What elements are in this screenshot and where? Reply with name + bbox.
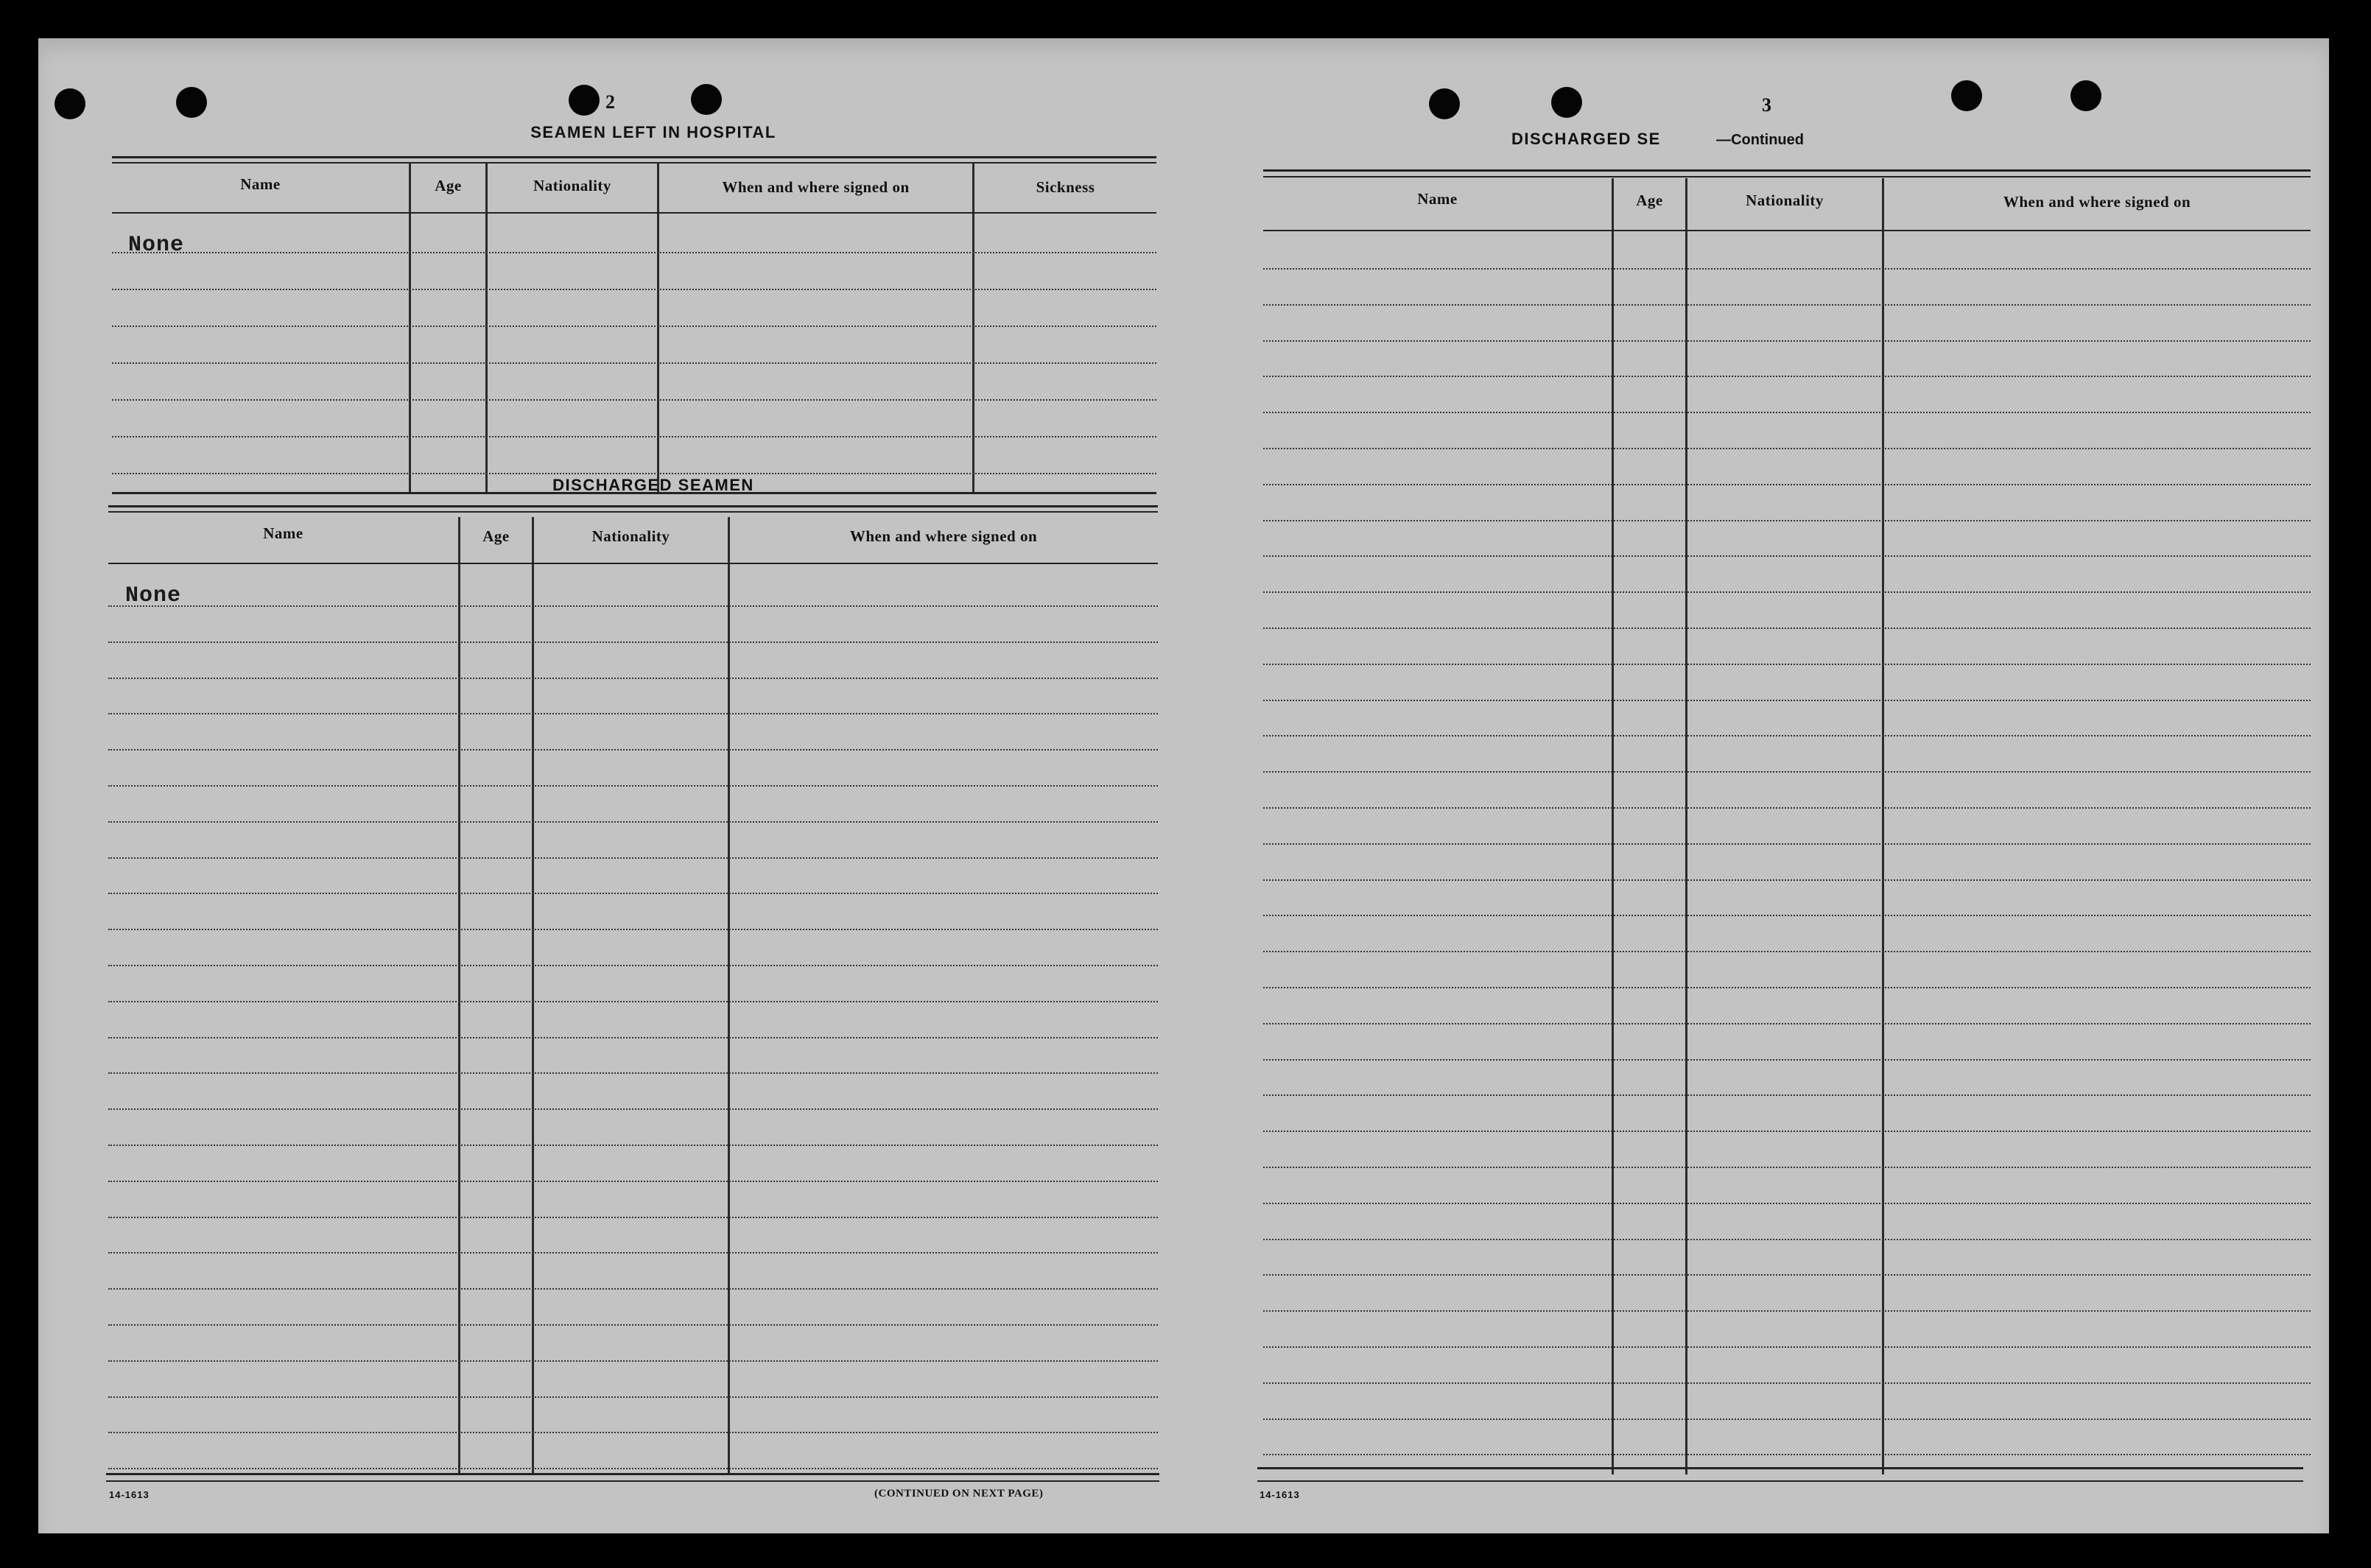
form-number-right: 14-1613 [1260, 1489, 1300, 1500]
hospital-col-signed-on: When and where signed on [722, 178, 910, 196]
ruled-row-line [1263, 484, 2311, 485]
ruled-row-line [108, 1001, 1158, 1002]
ruled-row-line [108, 965, 1158, 966]
hospital-row-line [112, 399, 1156, 401]
ruled-row-line [1263, 304, 2311, 306]
ruled-row-line [1263, 268, 2311, 270]
ruled-row-line [1263, 1418, 2311, 1420]
right-bottom-rule-2 [1257, 1480, 2303, 1482]
ruled-row-line [1263, 520, 2311, 521]
ruled-row-line [1263, 987, 2311, 988]
ruled-row-line [108, 1360, 1158, 1362]
discharged-col-divider [728, 517, 730, 1474]
ruled-row-line [1263, 1059, 2311, 1061]
hospital-entry-none: None [128, 233, 185, 258]
discharged-col-divider [532, 517, 534, 1474]
discharged-top-rule [108, 505, 1158, 507]
discharged-col-name: Name [263, 524, 303, 542]
ruled-row-line [1263, 1094, 2311, 1096]
ruled-row-line [108, 1324, 1158, 1326]
ruled-row-line [108, 678, 1158, 679]
right-col-nationality: Nationality [1746, 191, 1824, 209]
ruled-row-line [1263, 735, 2311, 736]
ruled-row-line [108, 893, 1158, 894]
ruled-row-line [1263, 1203, 2311, 1204]
ruled-row-line [1263, 915, 2311, 916]
punch-hole [55, 88, 85, 119]
right-top-rule [1263, 169, 2311, 172]
form-number-left: 14-1613 [109, 1489, 150, 1500]
ruled-row-line [1263, 879, 2311, 881]
hospital-row-line [112, 436, 1156, 437]
hospital-col-sickness: Sickness [1036, 178, 1095, 196]
ruled-row-line [1263, 1167, 2311, 1168]
ruled-row-line [1263, 412, 2311, 413]
ruled-row-line [1263, 1023, 2311, 1024]
punch-hole [569, 85, 600, 116]
ruled-row-line [1263, 843, 2311, 845]
hospital-row-line [112, 326, 1156, 327]
ruled-row-line [1263, 771, 2311, 773]
right-col-signed-on: When and where signed on [2003, 193, 2191, 211]
hospital-col-name: Name [240, 175, 281, 193]
ruled-row-line [108, 1252, 1158, 1254]
hospital-col-nationality: Nationality [533, 177, 611, 194]
ruled-row-line [108, 1288, 1158, 1290]
ruled-row-line [1263, 627, 2311, 629]
discharged-col-nationality: Nationality [591, 527, 670, 545]
punch-hole [691, 84, 722, 115]
discharged-continued-title-main: DISCHARGED SE [1511, 130, 1661, 148]
ruled-row-line [1263, 1382, 2311, 1384]
ruled-row-line [1263, 1274, 2311, 1276]
continued-note: (CONTINUED ON NEXT PAGE) [874, 1488, 1044, 1500]
right-col-divider [1685, 178, 1687, 1474]
right-header-underline [1263, 230, 2311, 231]
page-number-left: 2 [605, 91, 615, 113]
ruled-row-line [108, 929, 1158, 930]
ruled-row-line [108, 749, 1158, 750]
punch-hole [1429, 88, 1460, 119]
hospital-row-line [112, 289, 1156, 290]
document-sheet [38, 38, 2329, 1533]
ruled-row-line [108, 1037, 1158, 1038]
ruled-row-line [1263, 591, 2311, 593]
ruled-row-line [1263, 700, 2311, 701]
ruled-row-line [108, 1145, 1158, 1146]
ruled-row-line [108, 1181, 1158, 1182]
ruled-row-line [108, 641, 1158, 643]
right-col-divider [1612, 178, 1614, 1474]
discharged-entry-none: None [125, 583, 182, 608]
discharged-col-signed-on: When and where signed on [849, 527, 1038, 545]
ruled-row-line [1263, 340, 2311, 342]
discharged-top-rule-2 [108, 511, 1158, 513]
hospital-top-rule-2 [112, 162, 1156, 164]
right-bottom-rule [1257, 1467, 2303, 1469]
ruled-row-line [108, 1217, 1158, 1218]
ruled-row-line [108, 1468, 1158, 1469]
right-col-name: Name [1417, 190, 1458, 208]
discharged-col-divider [458, 517, 460, 1474]
ruled-row-line [108, 1432, 1158, 1433]
punch-hole [176, 87, 207, 118]
ruled-row-line [1263, 1239, 2311, 1240]
ruled-row-line [1263, 555, 2311, 557]
ruled-row-line [108, 605, 1158, 607]
ruled-row-line [108, 1108, 1158, 1110]
right-top-rule-2 [1263, 176, 2311, 177]
discharged-header-underline [108, 563, 1158, 564]
ruled-row-line [1263, 951, 2311, 952]
hospital-row-line [112, 362, 1156, 364]
ruled-row-line [108, 785, 1158, 787]
punch-hole [2070, 80, 2101, 111]
hospital-top-rule [112, 156, 1156, 158]
hospital-col-age: Age [435, 177, 462, 194]
ruled-row-line [1263, 376, 2311, 377]
punch-hole [1951, 80, 1982, 111]
discharged-continued-title-suffix: —Continued [1716, 132, 1804, 148]
right-col-divider [1882, 178, 1884, 1474]
ruled-row-line [1263, 807, 2311, 809]
discharged-bottom-rule-2 [106, 1480, 1159, 1482]
ruled-row-line [1263, 448, 2311, 449]
ruled-row-line [108, 857, 1158, 859]
ruled-row-line [108, 713, 1158, 714]
ruled-row-line [1263, 1454, 2311, 1455]
discharged-col-age: Age [482, 527, 510, 545]
discharged-section-title: DISCHARGED SEAMEN [552, 476, 754, 494]
ruled-row-line [1263, 664, 2311, 665]
hospital-section-title: SEAMEN LEFT IN HOSPITAL [530, 123, 776, 141]
hospital-row-line [112, 252, 1156, 253]
hospital-row-line [112, 473, 1156, 474]
discharged-bottom-rule [106, 1473, 1159, 1475]
ruled-row-line [1263, 1346, 2311, 1348]
punch-hole [1551, 87, 1582, 118]
ruled-row-line [108, 1396, 1158, 1398]
page-number-right: 3 [1762, 94, 1771, 116]
hospital-header-underline [112, 212, 1156, 214]
right-col-age: Age [1636, 191, 1663, 209]
ruled-row-line [108, 821, 1158, 823]
discharged-continued-title [1511, 130, 2071, 149]
ruled-row-line [108, 1072, 1158, 1074]
ruled-row-line [1263, 1131, 2311, 1132]
ruled-row-line [1263, 1310, 2311, 1312]
